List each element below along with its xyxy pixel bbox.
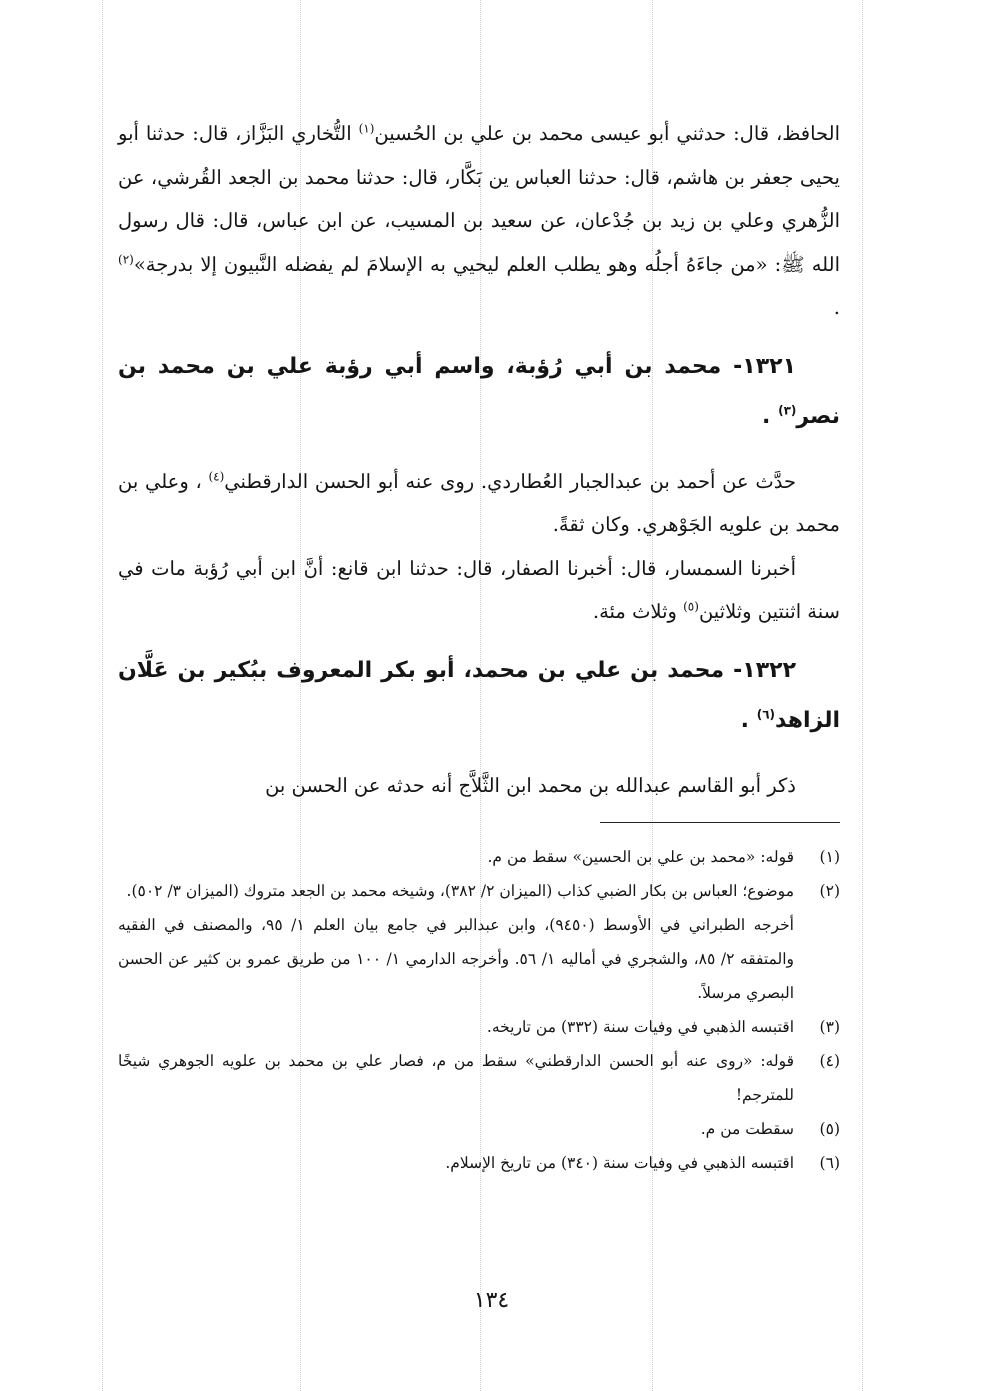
entry-heading-text: ١٣٢٢- محمد بن علي بن محمد، أبو بكر المعروف ببُكير بن عَلَّان الزاهد: [118, 657, 840, 733]
footnote-text: اقتبسه الذهبي في وفيات سنة (٣٣٢) من تاريخه.: [486, 1018, 794, 1036]
paragraph-text: أخبرنا السمسار، قال: أخبرنا الصفار، قال: حدثنا ابن قانع: أنَّ ابن أبي رُؤبة مات في سنة اثنتين وثلاثين: [118, 556, 840, 623]
footnote-number: (١): [819, 848, 840, 866]
entry-heading-1321: [118, 342, 840, 442]
footnote-item: [118, 840, 840, 874]
footnote-ref: (٣): [778, 403, 797, 418]
page-number: ١٣٤: [473, 1288, 510, 1313]
footnote-ref: (٤): [208, 469, 225, 483]
footnotes: [118, 840, 840, 1180]
paragraph-isnad: [118, 112, 840, 330]
footnote-ref: (١): [358, 121, 375, 136]
footnote-item: [118, 1112, 840, 1146]
footnote-item: [118, 1044, 840, 1112]
scan-guide-line: [862, 0, 863, 1391]
footnote-item: [118, 1010, 840, 1044]
paragraph-death-date: [118, 547, 840, 634]
entry-heading-1322: [118, 646, 840, 746]
footnote-number: (٤): [819, 1052, 840, 1070]
paragraph-text: .: [833, 296, 840, 319]
paragraph-text: الحافظ، قال: حدثني أبو عيسى محمد بن علي بن الحُسين: [374, 122, 840, 145]
footnote-number: (٦): [819, 1154, 840, 1172]
footnote-ref: (٥): [683, 599, 699, 614]
footnote-text: قوله: «محمد بن علي بن الحسين» سقط من م.: [487, 848, 794, 866]
scan-guide-line: [102, 0, 103, 1391]
main-text: [118, 112, 840, 807]
entry-heading-text: .: [762, 403, 779, 429]
footnote-text: سقطت من م.: [700, 1120, 794, 1138]
footnote-number: (٥): [819, 1120, 840, 1138]
footnote-item: [118, 874, 840, 908]
footnote-ref: (٦): [756, 707, 775, 722]
paragraph-text: وثلاث مئة.: [592, 600, 684, 623]
footnote-number: (٣): [819, 1018, 840, 1036]
footnote-text: موضوع؛ العباس بن بكار الضبي كذاب (الميزان ٢/ ٣٨٢)، وشيخه محمد بن الجعد متروك (الميزان ٣/ ٥٠٢).: [126, 882, 794, 900]
paragraph-entry-1322: ذكر أبو القاسم عبدالله بن محمد ابن الثَّلاَّج أنه حدثه عن الحسن بن: [265, 773, 796, 797]
paragraph-text: ، وعلي بن محمد بن علويه الجَوْهري. وكان ثقةً.: [118, 469, 840, 536]
footnote-item: [118, 1146, 840, 1180]
paragraph-text: حدَّث عن أحمد بن عبدالجبار العُطاردي. روى عنه أبو الحسن الدارقطني: [224, 469, 796, 493]
entry-heading-text: .: [740, 707, 757, 733]
paragraph-entry-1321: [118, 460, 840, 547]
footnote-number: (٢): [819, 882, 840, 900]
paragraph-text: التُّخاري البَزَّاز، قال: حدثنا أبو يحيى جعفر بن هاشم، قال: حدثنا العباس ين بَكَّار، قال: حدثنا محمد بن الجعد القُرشي، عن الزُّهري وعلي بن زيد بن جُدْعان، عن سعيد بن المسيب، عن ابن عباس، قال: قال رسول الله ﷺ: «من جاءَهُ أجلُه وهو يطلب العلم ليحيي به الإسلامَ لم يفضله النَّبيون إلا بدرجة»: [118, 122, 840, 276]
footnote-text: قوله: «روى عنه أبو الحسن الدارقطني» سقط من م، فصار علي بن محمد بن علويه الجوهري شيخًا للمترجم!: [118, 1052, 794, 1104]
footnote-ref: (٢): [118, 252, 134, 266]
footnote-continuation: أخرجه الطبراني في الأوسط (٩٤٥٠)، وابن عبدالبر في جامع بيان العلم ١/ ٩٥، والمصنف في الفقيه والمتفقه ٢/ ٨٥، والشجري في أماليه ١/ ٥٦. وأخرجه الدارمي ١/ ١٠٠ من طريق عمرو بن كثير عن الحسن البصري مرسلاً.: [118, 916, 795, 1002]
entry-heading-text: ١٣٢١- محمد بن أبي رُؤبة، واسم أبي رؤبة علي بن محمد بن نصر: [118, 353, 840, 429]
footnote-text: اقتبسه الذهبي في وفيات سنة (٣٤٠) من تاريخ الإسلام.: [445, 1154, 794, 1172]
footnote-separator: [600, 822, 840, 823]
